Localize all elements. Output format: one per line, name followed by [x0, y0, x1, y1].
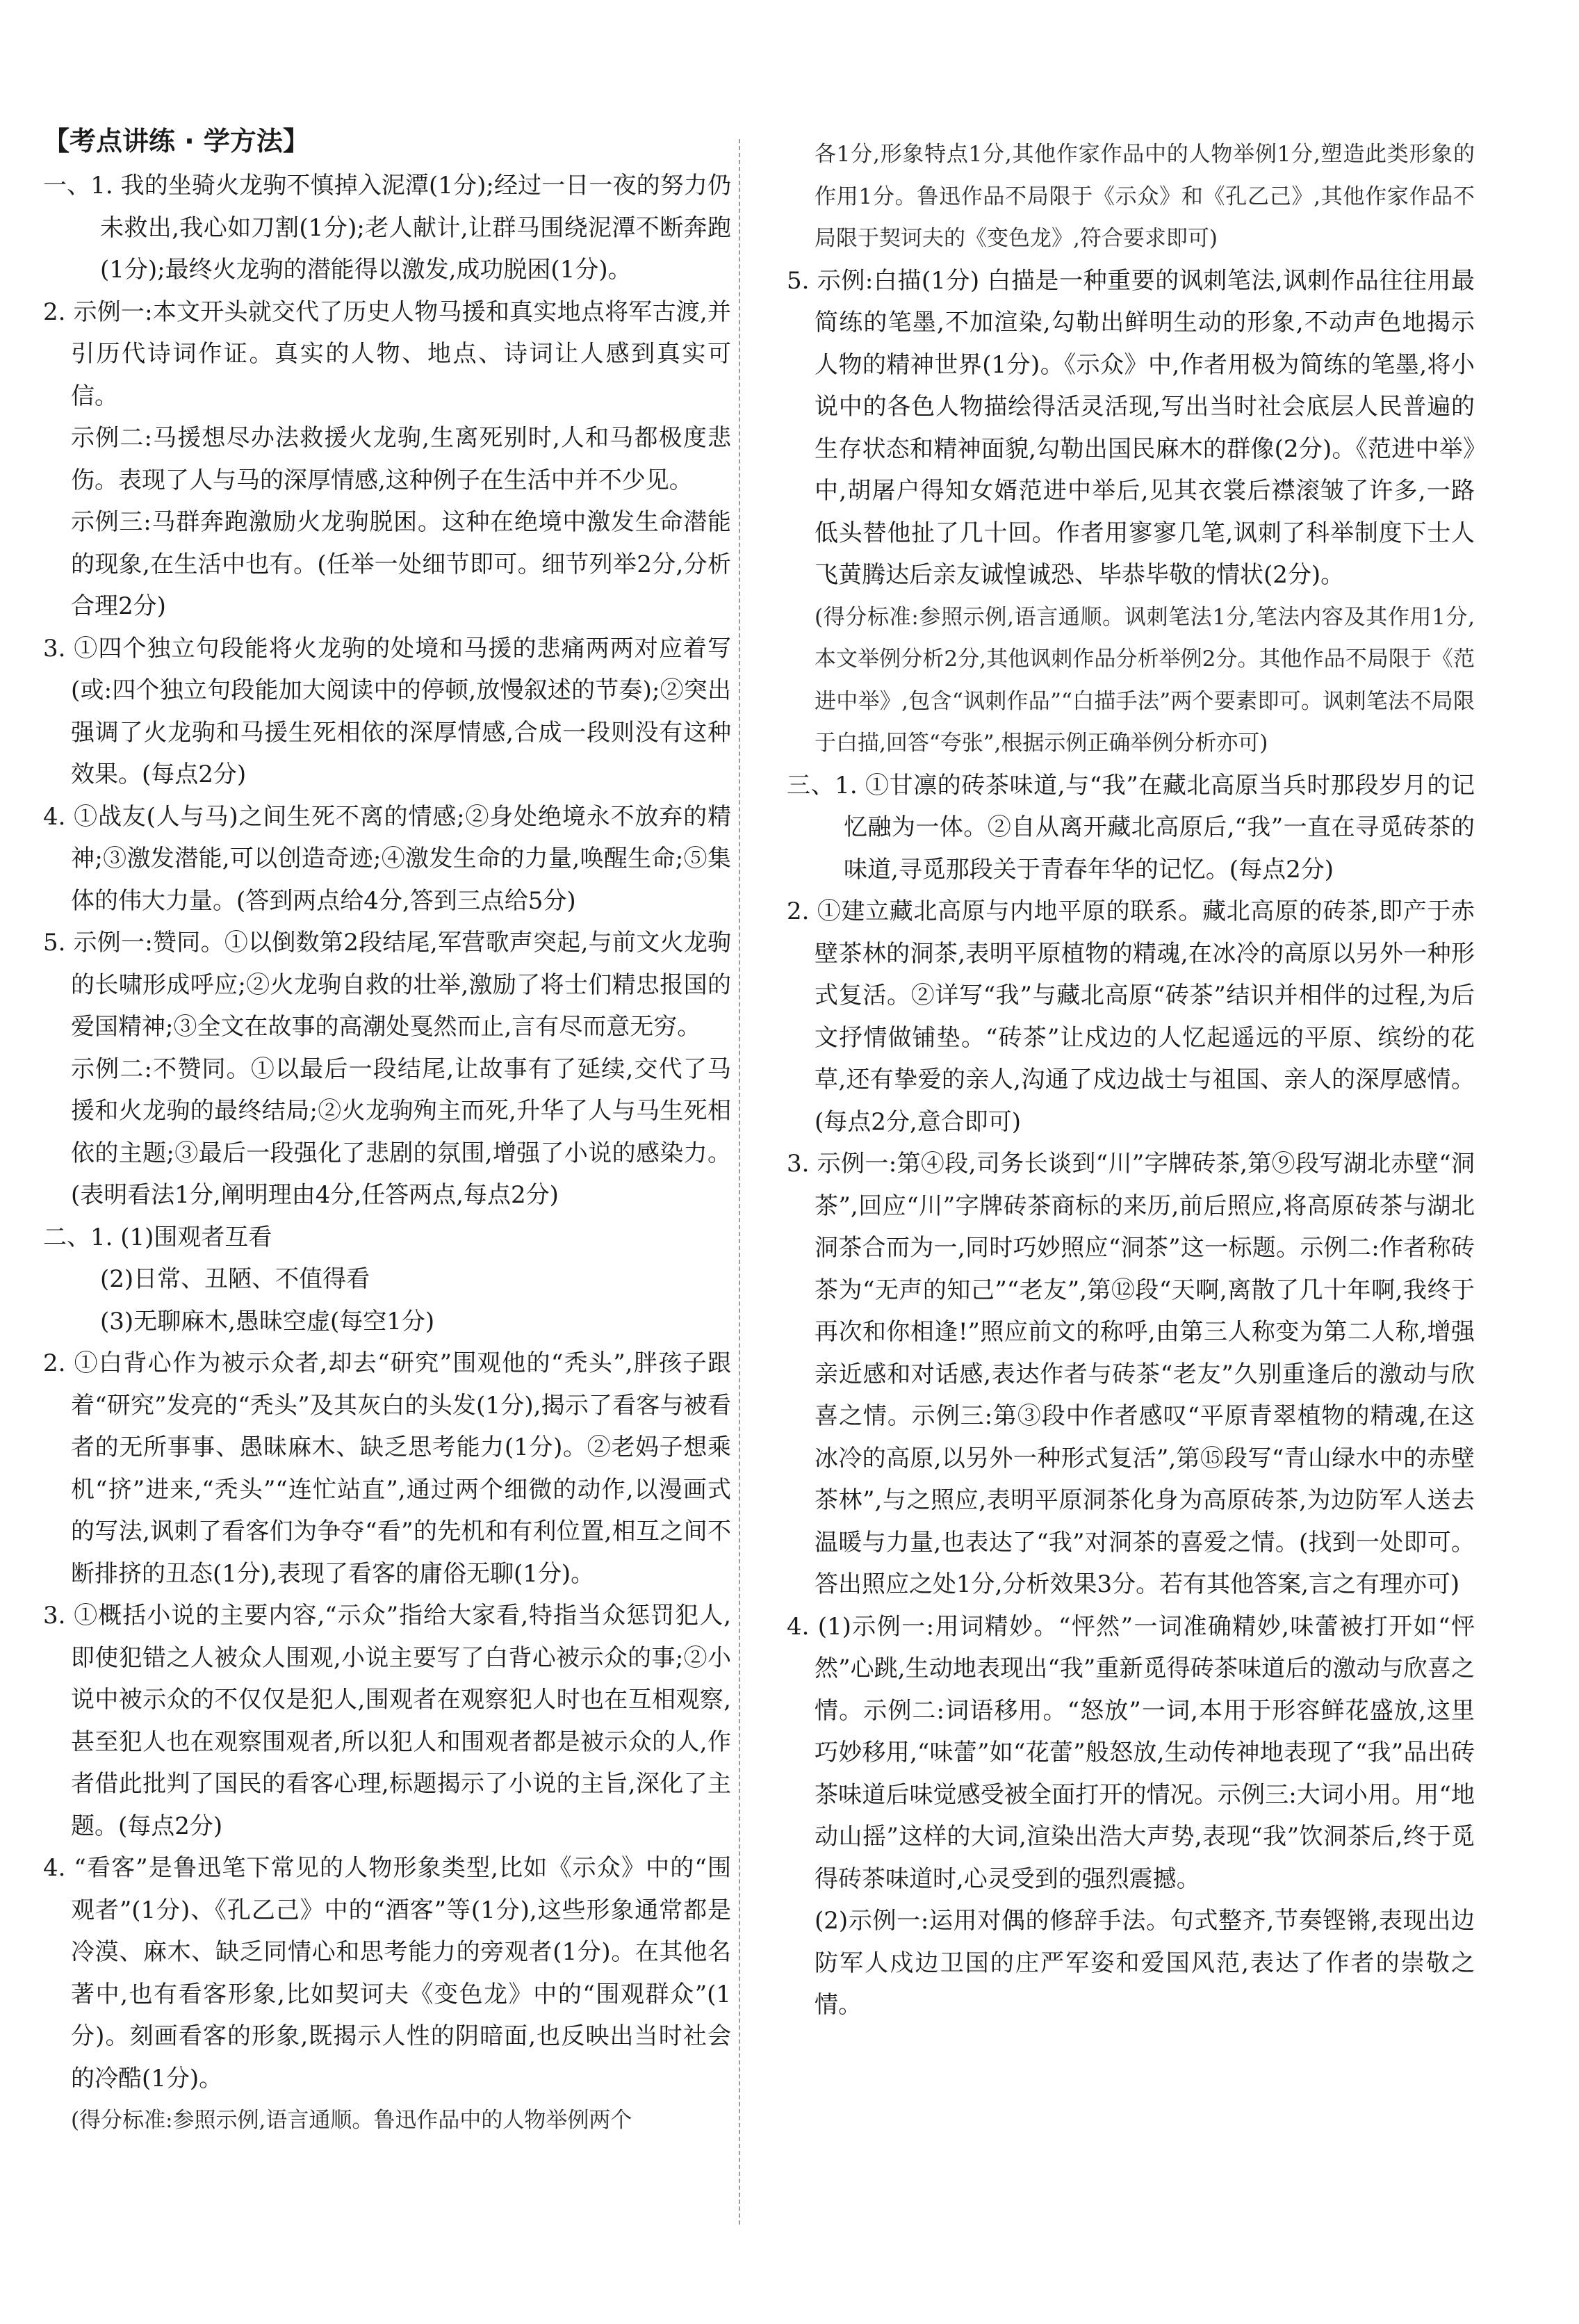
right-paragraph: (得分标准:参照示例,语言通顺。讽刺笔法1分,笔法内容及其作用1分,本文举例分析2分,其他讽刺作品分析举例2分。其他作品不局限于《范进中举》,包含“讽刺作品”“白描手法”两个要素即可。讽刺笔法不局限于白描,回答“夸张”,根据示例正确举例分析亦可) [815, 604, 1475, 756]
left-paragraph: 示例二:不赞同。①以最后一段结尾,让故事有了延续,交代了马援和火龙驹的最终结局;②火龙驹殉主而死,升华了人与马生死相依的主题;③最后一段强化了悲剧的氛围,增强了小说的感染力。(表明看法1分,阐明理由4分,任答两点,每点2分) [71, 1055, 731, 1209]
left-paragraph: 示例三:马群奔跑激励火龙驹脱困。这种在绝境中激发生命潜能的现象,在生活中也有。(任举一处细节即可。细节列举2分,分析合理2分) [71, 508, 731, 620]
left-paragraph: 二、1. (1)围观者互看 [43, 1223, 272, 1251]
left-paragraph: 2. 示例一:本文开头就交代了历史人物马援和真实地点将军古渡,并引历代诗词作证。真实的人物、地点、诗词让人感到真实可信。 [43, 298, 731, 410]
right-paragraph: (2)示例一:运用对偶的修辞手法。句式整齐,节奏铿锵,表现出边防军人戍边卫国的庄严军姿和爱国风范,表达了作者的崇敬之情。 [815, 1907, 1475, 2019]
right-paragraph: 5. 示例:白描(1分) 白描是一种重要的讽刺笔法,讽刺作品往往用最简练的笔墨,不加渲染,勾勒出鲜明生动的形象,不动声色地揭示人物的精神世界(1分)。《示众》中,作者用极为简练的笔墨,将小说中的各色人物描绘得活灵活现,写出当时社会底层人民普遍的生存状态和精神面貌,勾勒出国民麻木的群像(2分)。《范进中举》中,胡屠户得知女婿范进中举后,见其衣裳后襟滚皱了许多,一路低头替他扯了几十回。作者用寥寥几笔,讽刺了科举制度下士人飞黄腾达后亲友诚惶诚恐、毕恭毕敬的情状(2分)。 [787, 266, 1475, 589]
left-paragraph: (2)日常、丑陋、不值得看 [100, 1265, 370, 1293]
left-paragraph: 5. 示例一:赞同。①以倒数第2段结尾,军营歌声突起,与前文火龙驹的长啸形成呼应;②火龙驹自救的壮举,激励了将士们精忠报国的爱国精神;③全文在故事的高潮处戛然而止,言有尽而意无穷。 [43, 929, 731, 1041]
left-paragraph: 3. ①概括小说的主要内容,“示众”指给大家看,特指当众惩罚犯人,即使犯错之人被众人围观,小说主要写了白背心被示众的事;②小说中被示众的不仅仅是犯人,围观者在观察犯人时也在互相观察,甚至犯人也在观察围观者,所以犯人和围观者都是被示众的人,作者借此批判了国民的看客心理,标题揭示了小说的主旨,深化了主题。(每点2分) [43, 1602, 731, 1840]
right-paragraph: 各1分,形象特点1分,其他作家作品中的人物举例1分,塑造此类形象的作用1分。鲁迅作品不局限于《示众》和《孔乙己》,其他作家作品不局限于契诃夫的《变色龙》,符合要求即可) [815, 142, 1475, 251]
left-answers [43, 165, 731, 2142]
column-divider [739, 139, 740, 2225]
left-paragraph: 示例二:马援想尽办法救援火龙驹,生离死别时,人和马都极度悲伤。表现了人与马的深厚情感,这种例子在生活中并不少见。 [71, 424, 731, 494]
left-paragraph: 4. ①战友(人与马)之间生死不离的情感;②身处绝境永不放弃的精神;③激发潜能,可以创造奇迹;④激发生命的力量,唤醒生命;⑤集体的伟大力量。(答到两点给4分,答到三点给5分) [43, 802, 731, 915]
right-paragraph: 4. (1)示例一:用词精妙。“怦然”一词准确精妙,味蕾被打开如“怦然”心跳,生动地表现出“我”重新觅得砖茶味道后的激动与欣喜之情。示例二:词语移用。“怒放”一词,本用于形容鲜花盛放,这里巧妙移用,“味蕾”如“花蕾”般怒放,生动传神地表现了“我”品出砖茶味道后味觉感受被全面打开的情况。示例三:大词小用。用“地动山摇”这样的大词,渲染出浩大声势,表现“我”饮洞茶后,终于觅得砖茶味道时,心灵受到的强烈震撼。 [787, 1612, 1475, 1893]
left-paragraph: (得分标准:参照示例,语言通顺。鲁迅作品中的人物举例两个 [71, 2108, 632, 2133]
left-paragraph: (3)无聊麻木,愚昧空虚(每空1分) [100, 1307, 435, 1335]
right-paragraph: 3. 示例一:第④段,司务长谈到“川”字牌砖茶,第⑨段写湖北赤壁“洞茶”,回应“川”字牌砖茶商标的来历,前后照应,将高原砖茶与湖北洞茶合而为一,同时巧妙照应“洞茶”这一标题。示例二:作者称砖茶为“无声的知己”“老友”,第⑫段“天啊,离散了几十年啊,我终于再次和你相逢!”照应前文的称呼,由第三人称变为第二人称,增强亲近感和对话感,表达作者与砖茶“老友”久别重逢后的激动与欣喜之情。示例三:第③段中作者感叹“平原青翠植物的精魂,在这冰冷的高原,以另外一种形式复活”,第⑮段写“青山绿水中的赤壁茶林”,与之照应,表明平原洞茶化身为高原砖茶,为边防军人送去温暖与力量,也表达了“我”对洞茶的喜爱之情。(找到一处即可。答出照应之处1分,分析效果3分。若有其他答案,言之有理亦可) [787, 1150, 1475, 1598]
left-paragraph: 4. “看客”是鲁迅笔下常见的人物形象类型,比如《示众》中的“围观者”(1分)、《孔乙己》中的“酒客”等(1分),这些形象通常都是冷漠、麻木、缺乏同情心和思考能力的旁观者(1分)。在其他名著中,也有看客形象,比如契诃夫《变色龙》中的“围观群众”(1分)。刻画看客的形象,既揭示人性的阴暗面,也反映出当时社会的冷酷(1分)。 [43, 1854, 731, 2093]
right-answers [787, 133, 1475, 2026]
left-column [43, 122, 731, 2142]
left-paragraph: 2. ①白背心作为被示众者,却去“研究”围观他的“秃头”,胖孩子跟着“研究”发亮的“秃头”及其灰白的头发(1分),揭示了看客与被看者的无所事事、愚昧麻木、缺乏思考能力(1分)。②老妈子想乘机“挤”进来,“秃头”“连忙站直”,通过两个细微的动作,以漫画式的写法,讽刺了看客们为争夺“看”的先机和有利位置,相互之间不断排挤的丑态(1分),表现了看客的庸俗无聊(1分)。 [43, 1349, 731, 1588]
section-header: 【考点讲练 · 学方法】 [43, 126, 309, 156]
left-paragraph: 一、1. 我的坐骑火龙驹不慎掉入泥潭(1分);经过一日一夜的努力仍未救出,我心如刀割(1分);老人献计,让群马围绕泥潭不断奔跑(1分);最终火龙驹的潜能得以激发,成功脱困(1分)。 [43, 172, 731, 284]
right-column [787, 133, 1475, 2026]
right-paragraph: 2. ①建立藏北高原与内地平原的联系。藏北高原的砖茶,即产于赤壁茶林的洞茶,表明平原植物的精魂,在冰冷的高原以另外一种形式复活。②详写“我”与藏北高原“砖茶”结识并相伴的过程,为后文抒情做铺垫。“砖茶”让戍边的人忆起遥远的平原、缤纷的花草,还有挚爱的亲人,沟通了戍边战士与祖国、亲人的深厚感情。(每点2分,意合即可) [787, 897, 1475, 1136]
right-paragraph: 三、1. ①甘凛的砖茶味道,与“我”在藏北高原当兵时那段岁月的记忆融为一体。②自从离开藏北高原后,“我”一直在寻觅砖茶的味道,寻觅那段关于青春年华的记忆。(每点2分) [787, 771, 1475, 884]
left-paragraph: 3. ①四个独立句段能将火龙驹的处境和马援的悲痛两两对应着写(或:四个独立句段能加大阅读中的停顿,放慢叙述的节奏);②突出强调了火龙驹和马援生死相依的深厚情感,合成一段则没有这种效果。(每点2分) [43, 634, 731, 788]
